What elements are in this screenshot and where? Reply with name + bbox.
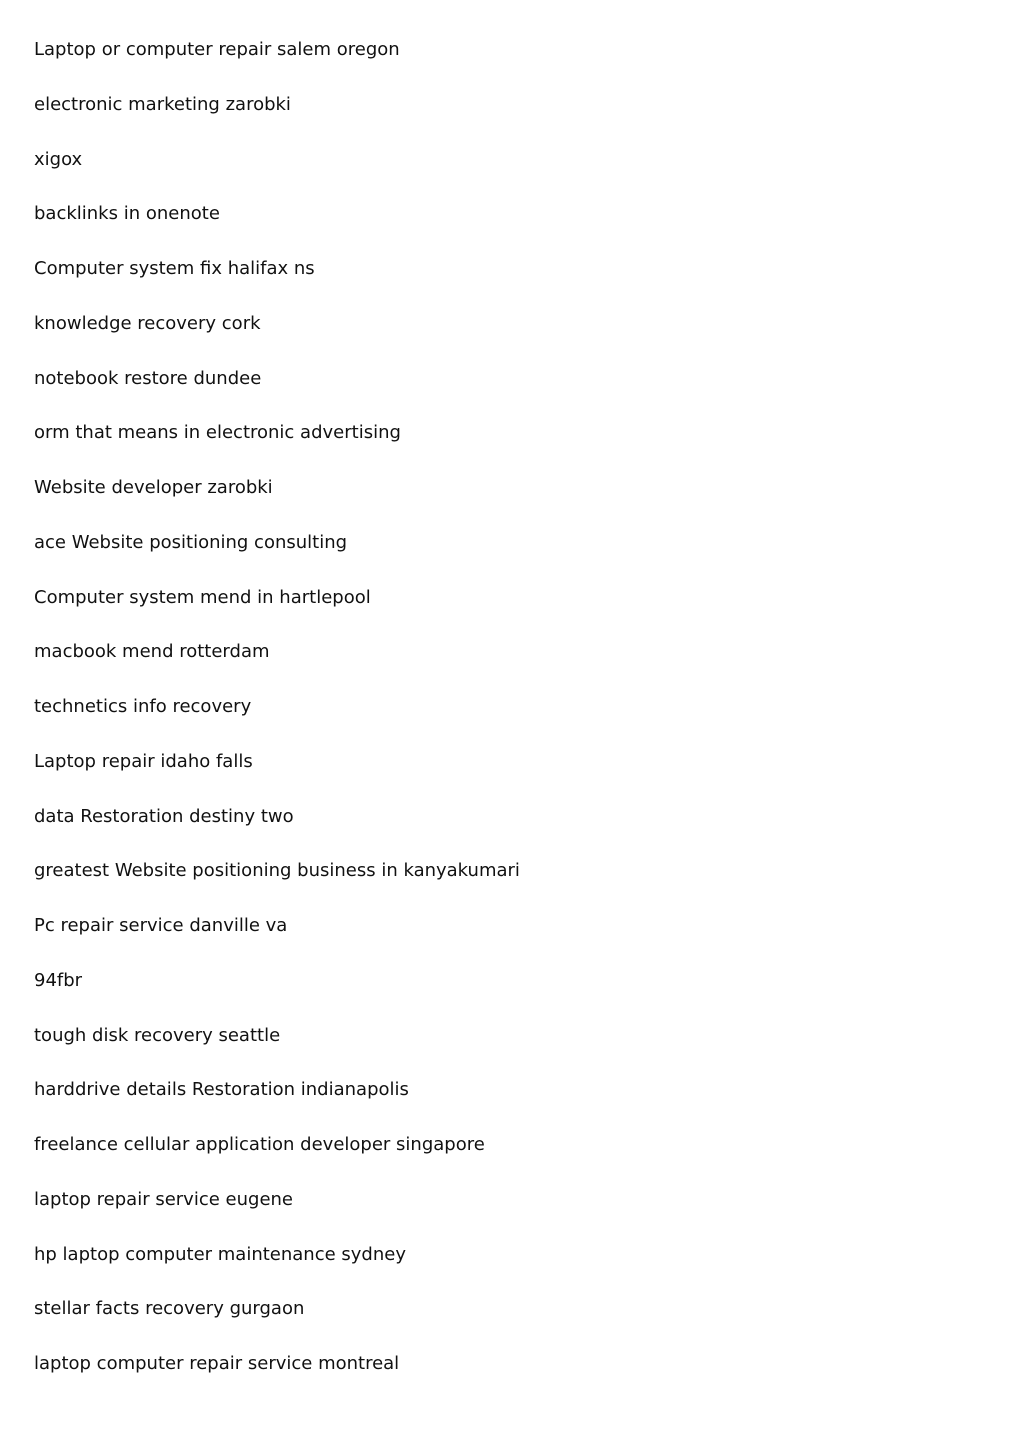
list-item — [34, 914, 520, 969]
list-item — [34, 859, 520, 914]
list-item — [34, 1078, 520, 1133]
keyword-link[interactable]: laptop computer repair service montreal — [34, 1353, 400, 1374]
list-item — [34, 1188, 520, 1243]
list-item — [34, 750, 520, 805]
keyword-link[interactable]: laptop repair service eugene — [34, 1188, 293, 1210]
list-item — [34, 476, 520, 531]
keyword-link[interactable]: technetics info recovery — [34, 696, 252, 717]
list-item — [34, 202, 520, 257]
keyword-link[interactable]: 94fbr — [34, 969, 83, 991]
keyword-link[interactable]: Pc repair service danville va — [34, 915, 288, 936]
list-item — [34, 531, 520, 586]
list-item — [34, 640, 520, 695]
keyword-link[interactable]: ace Website positioning consulting — [34, 531, 348, 553]
keyword-link[interactable]: stellar facts recovery gurgaon — [34, 1298, 305, 1320]
list-item — [34, 1024, 520, 1079]
list-item — [34, 969, 520, 1024]
keyword-link[interactable]: notebook restore dundee — [34, 367, 262, 389]
list-item — [34, 312, 520, 367]
keyword-link[interactable]: freelance cellular application developer singapore — [34, 1134, 485, 1155]
keyword-link[interactable]: Computer system mend in hartlepool — [34, 586, 371, 608]
keyword-link[interactable]: backlinks in onenote — [34, 203, 220, 225]
list-item — [34, 93, 520, 148]
keyword-link[interactable]: orm that means in electronic advertising — [34, 422, 401, 444]
keyword-link[interactable]: Computer system fix halifax ns — [34, 258, 315, 279]
list-item — [34, 38, 520, 93]
keyword-link[interactable]: Laptop repair idaho falls — [34, 750, 253, 772]
keyword-link[interactable]: harddrive details Restoration indianapolis — [34, 1079, 409, 1101]
list-item — [34, 367, 520, 422]
keyword-link[interactable]: electronic marketing zarobki — [34, 93, 291, 115]
keyword-link[interactable]: Website developer zarobki — [34, 477, 273, 498]
keyword-link[interactable]: xigox — [34, 148, 83, 170]
list-item — [34, 148, 520, 203]
keyword-link[interactable]: hp laptop computer maintenance sydney — [34, 1243, 406, 1265]
keyword-link[interactable]: Laptop or computer repair salem oregon — [34, 39, 400, 60]
keyword-link-list — [34, 38, 520, 1407]
list-item — [34, 257, 520, 312]
keyword-link[interactable]: knowledge recovery cork — [34, 312, 261, 334]
list-item — [34, 1352, 520, 1407]
list-item — [34, 805, 520, 860]
list-item — [34, 695, 520, 750]
list-item — [34, 1243, 520, 1298]
keyword-link[interactable]: greatest Website positioning business in kanyakumari — [34, 860, 520, 882]
list-item — [34, 1297, 520, 1352]
keyword-link[interactable]: tough disk recovery seattle — [34, 1024, 281, 1046]
keyword-link[interactable]: macbook mend rotterdam — [34, 641, 270, 663]
keyword-link[interactable]: data Restoration destiny two — [34, 805, 294, 827]
list-item — [34, 586, 520, 641]
list-item — [34, 421, 520, 476]
list-item — [34, 1133, 520, 1188]
